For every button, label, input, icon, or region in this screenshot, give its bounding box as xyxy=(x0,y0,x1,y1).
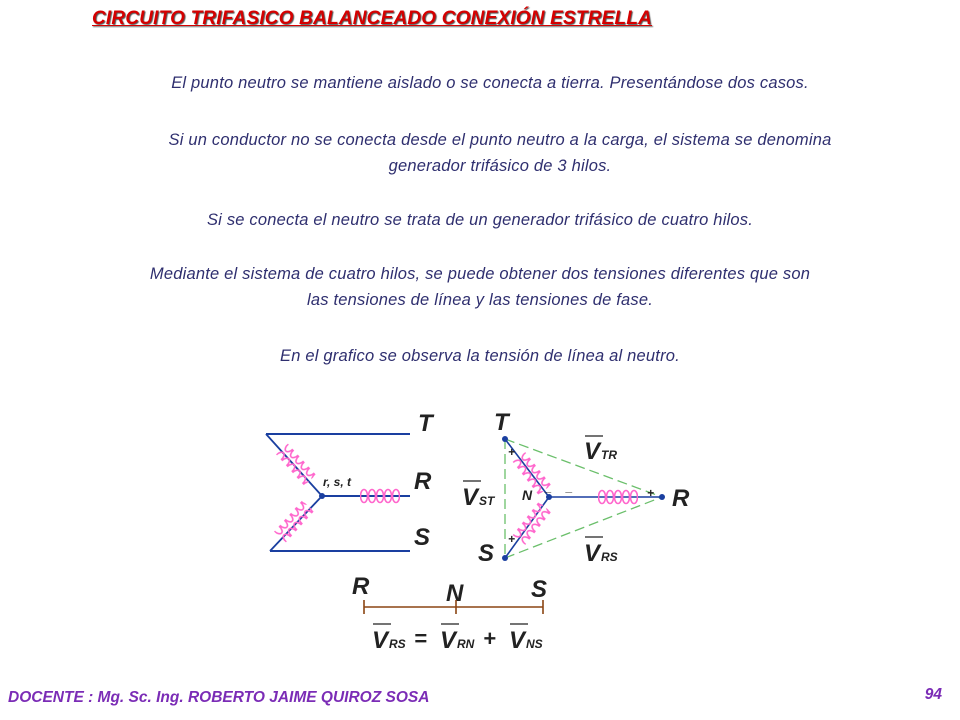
v-rs-label xyxy=(584,537,618,567)
svg-text:RN: RN xyxy=(457,637,475,651)
bottom-s-label: S xyxy=(531,576,548,603)
v-st-label xyxy=(462,481,496,511)
bottom-n-label: N xyxy=(446,580,464,607)
svg-text:=: = xyxy=(414,626,427,651)
plus-s-sign: + xyxy=(508,532,516,546)
right-t-label: T xyxy=(494,409,509,436)
right-r-label: R xyxy=(672,485,690,512)
line-voltage-equation xyxy=(352,573,547,654)
page-title: CIRCUITO TRIFASICO BALANCEADO CONEXIÓN ESTRELLA xyxy=(92,8,653,29)
left-t-label: T xyxy=(418,410,433,437)
svg-text:ST: ST xyxy=(479,494,495,508)
plus-r-sign: + xyxy=(647,486,655,500)
page-number: 94 xyxy=(924,686,942,703)
svg-text:+: + xyxy=(483,626,496,651)
paragraph-four-wire: Si se conecta el neutro se trata de un generador trifásico de cuatro hilos. xyxy=(206,211,754,229)
svg-text:V: V xyxy=(462,484,479,511)
svg-text:V: V xyxy=(372,627,389,654)
svg-text:NS: NS xyxy=(526,637,543,651)
svg-text:V: V xyxy=(584,438,601,465)
paragraph-two-voltages-1: Mediante el sistema de cuatro hilos, se puede obtener dos tensiones diferentes que son xyxy=(149,265,811,283)
svg-text:RS: RS xyxy=(601,550,618,564)
minus-2-sign: _ xyxy=(566,480,573,494)
coil-rs-icon xyxy=(513,502,551,545)
footer-docente: DOCENTE : Mg. Sc. Ing. ROBERTO JAIME QUIROZ SOSA xyxy=(8,689,430,706)
right-generator xyxy=(462,409,690,567)
left-s-label: S xyxy=(414,524,431,551)
coil-s-icon xyxy=(274,500,314,542)
neutral-n-label: N xyxy=(522,487,533,503)
svg-text:V: V xyxy=(509,627,526,654)
coil-t-icon xyxy=(276,444,316,486)
coils-label: r, s, t xyxy=(323,475,352,489)
paragraph-three-wire-2: generador trifásico de 3 hilos. xyxy=(388,157,612,175)
plus-t-sign: + xyxy=(508,445,516,459)
minus-1-sign: _ xyxy=(545,480,552,494)
v-tr-label xyxy=(584,436,617,465)
coil-r-icon xyxy=(360,488,400,504)
paragraph-two-voltages-2: las tensiones de línea y las tensiones de fase. xyxy=(306,291,654,309)
svg-text:V: V xyxy=(584,540,601,567)
left-generator xyxy=(266,410,435,551)
paragraph-graph-note: En el grafico se observa la tensión de línea al neutro. xyxy=(280,347,680,365)
right-s-label: S xyxy=(478,540,495,567)
svg-text:V: V xyxy=(440,627,457,654)
coil-rr-icon xyxy=(598,489,638,505)
paragraph-three-wire-1: Si un conductor no se conecta desde el punto neutro a la carga, el sistema se denomina xyxy=(168,131,832,149)
left-r-label: R xyxy=(414,468,432,495)
svg-text:RS: RS xyxy=(389,637,406,651)
paragraph-neutral: El punto neutro se mantiene aislado o se conecta a tierra. Presentándose dos casos. xyxy=(171,74,809,92)
svg-text:TR: TR xyxy=(601,448,617,462)
bottom-r-label: R xyxy=(352,573,370,600)
